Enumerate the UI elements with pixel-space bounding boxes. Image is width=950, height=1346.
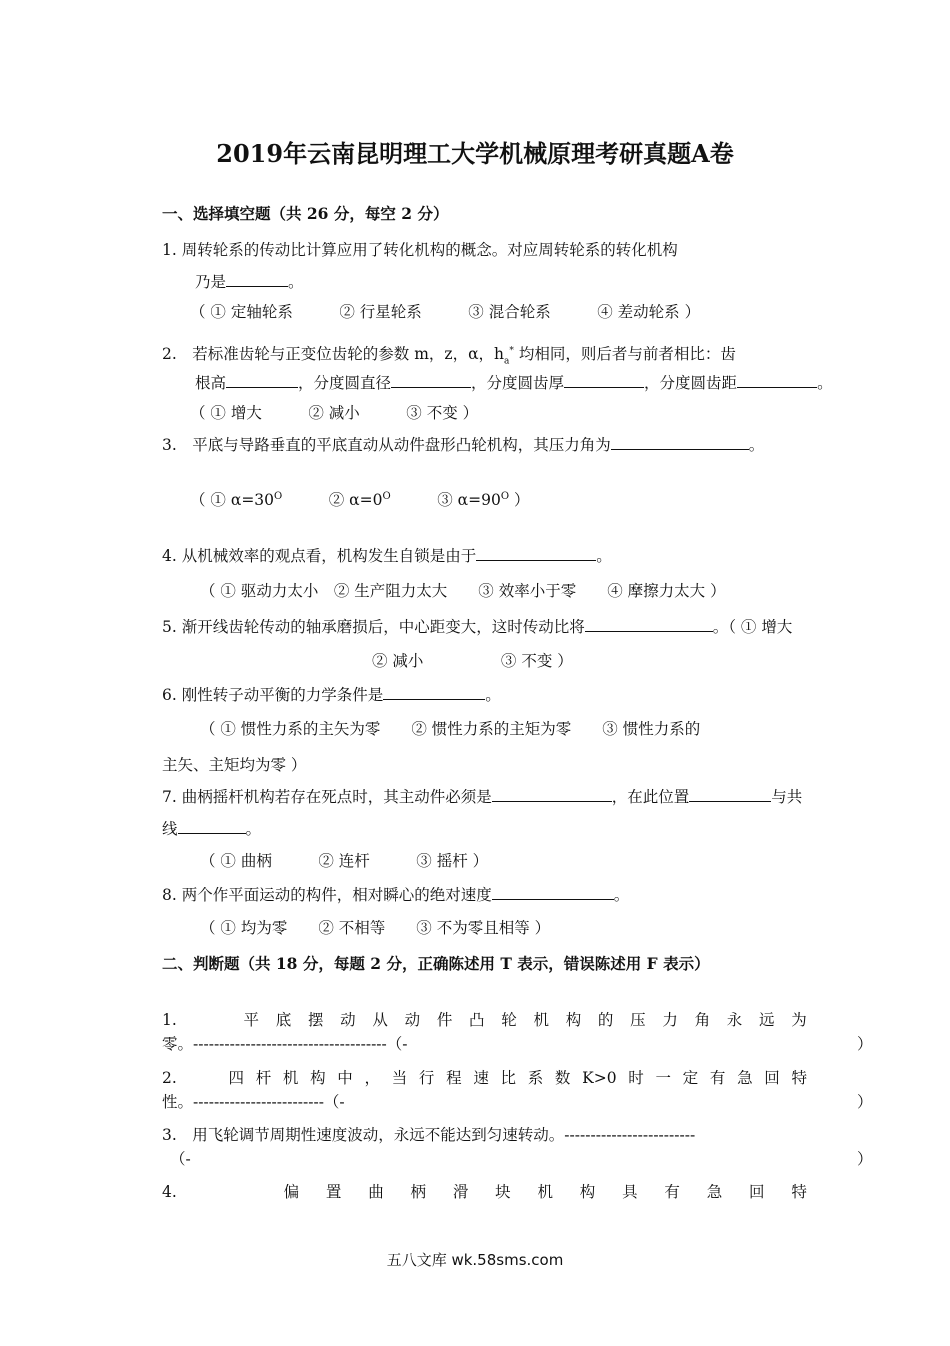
q8-options: （ ① 均为零 ② 不相等 ③ 不为零且相等 ） [200,919,551,937]
j4-line1: 4. 偏 置 曲 柄 滑 块 机 构 具 有 急 回 特 [162,1183,807,1201]
q3-line1: 3. 平底与导路垂直的平底直动从动件盘形凸轮机构，其压力角为 。 [162,436,765,454]
blank [226,373,298,388]
page-title: 2019年云南昆明理工大学机械原理考研真题A卷 [216,139,734,168]
blank [611,435,749,450]
q7-line2: 线 。 [162,820,262,838]
q7-line1: 7. 曲柄摇杆机构若存在死点时，其主动件必须是 ，在此位置 与共 [162,788,803,806]
footer-watermark: 五八文库 wk.58sms.com [386,1251,564,1269]
q3-options: （ ① $\alpha=30^O$ ② $\alpha=0^O$ ③ $\alpha=90^O$ ） [190,491,530,510]
j2-line2: 性。-------------------------（- [162,1093,345,1111]
q7-options: （ ① 曲柄 ② 连杆 ③ 摇杆 ） [200,852,489,870]
q6-line3: 主矢、主矩均为零 ） [162,756,307,774]
blank [564,373,644,388]
j1-close: ） [857,1035,873,1053]
q4-line1: 4. 从机械效率的观点看，机构发生自锁是由于 。 [162,547,612,565]
blank [585,617,713,632]
section2-heading: 二、判断题（共 18 分，每题 2 分，正确陈述用 T 表示，错误陈述用 F 表示） [162,954,710,973]
q1-line2: 乃是 。 [195,273,304,291]
blank [476,546,596,561]
q6-line1: 6. 刚性转子动平衡的力学条件是 。 [162,686,501,704]
q5-line1: 5. 渐开线齿轮传动的轴承磨损后，中心距变大，这时传动比将 。（ ① 增大 [162,618,793,636]
j2-close: ） [857,1093,873,1111]
blank [492,885,614,900]
j3-close: ） [857,1150,873,1168]
q1-line1: 1. 周转轮系的传动比计算应用了转化机构的概念。对应周转轮系的转化机构 [162,241,678,259]
blank [689,787,771,802]
q8-line1: 8. 两个作平面运动的构件，相对瞬心的绝对速度 。 [162,886,630,904]
q1-options: （ ① 定轴轮系 ② 行星轮系 ③ 混合轮系 ④ 差动轮系 ） [190,303,701,321]
q4-options: （ ① 驱动力太小 ② 生产阻力太大 ③ 效率小于零 ④ 摩擦力太大 ） [200,582,726,600]
blank [737,373,817,388]
j3-line1: 3. 用飞轮调节周期性速度波动，永远不能达到匀速转动。------------------------- [162,1126,696,1144]
j2-line1: 2. 四 杆 机 构 中 ， 当 行 程 速 比 系 数 K>0 时 一 定 有 急 回 特 [162,1069,807,1087]
j1-line1: 1. 平 底 摆 动 从 动 件 凸 轮 机 构 的 压 力 角 永 远 为 [162,1011,807,1029]
q6-line2: （ ① 惯性力系的主矢为零 ② 惯性力系的主矩为零 ③ 惯性力系的 [200,720,701,738]
q5-line2: ② 减小 ③ 不变 ） [372,652,573,670]
blank [178,819,246,834]
blank [226,272,288,287]
section1-heading: 一、选择填空题（共 26 分，每空 2 分） [162,204,449,223]
j1-line2: 零。-------------------------------------（- [162,1035,408,1053]
blank [383,685,485,700]
q2-line1: 2. 若标准齿轮与正变位齿轮的参数 m，z，α，$h_a^*$ 均相同，则后者与前者相比：齿 [162,345,736,367]
q2-options: （ ① 增大 ② 减小 ③ 不变 ） [190,404,479,422]
blank [391,373,471,388]
q2-line2: 根高 ，分度圆直径 ，分度圆齿厚 ，分度圆齿距 。 [195,374,833,392]
j3-line2: （- [170,1150,191,1168]
blank [492,787,612,802]
